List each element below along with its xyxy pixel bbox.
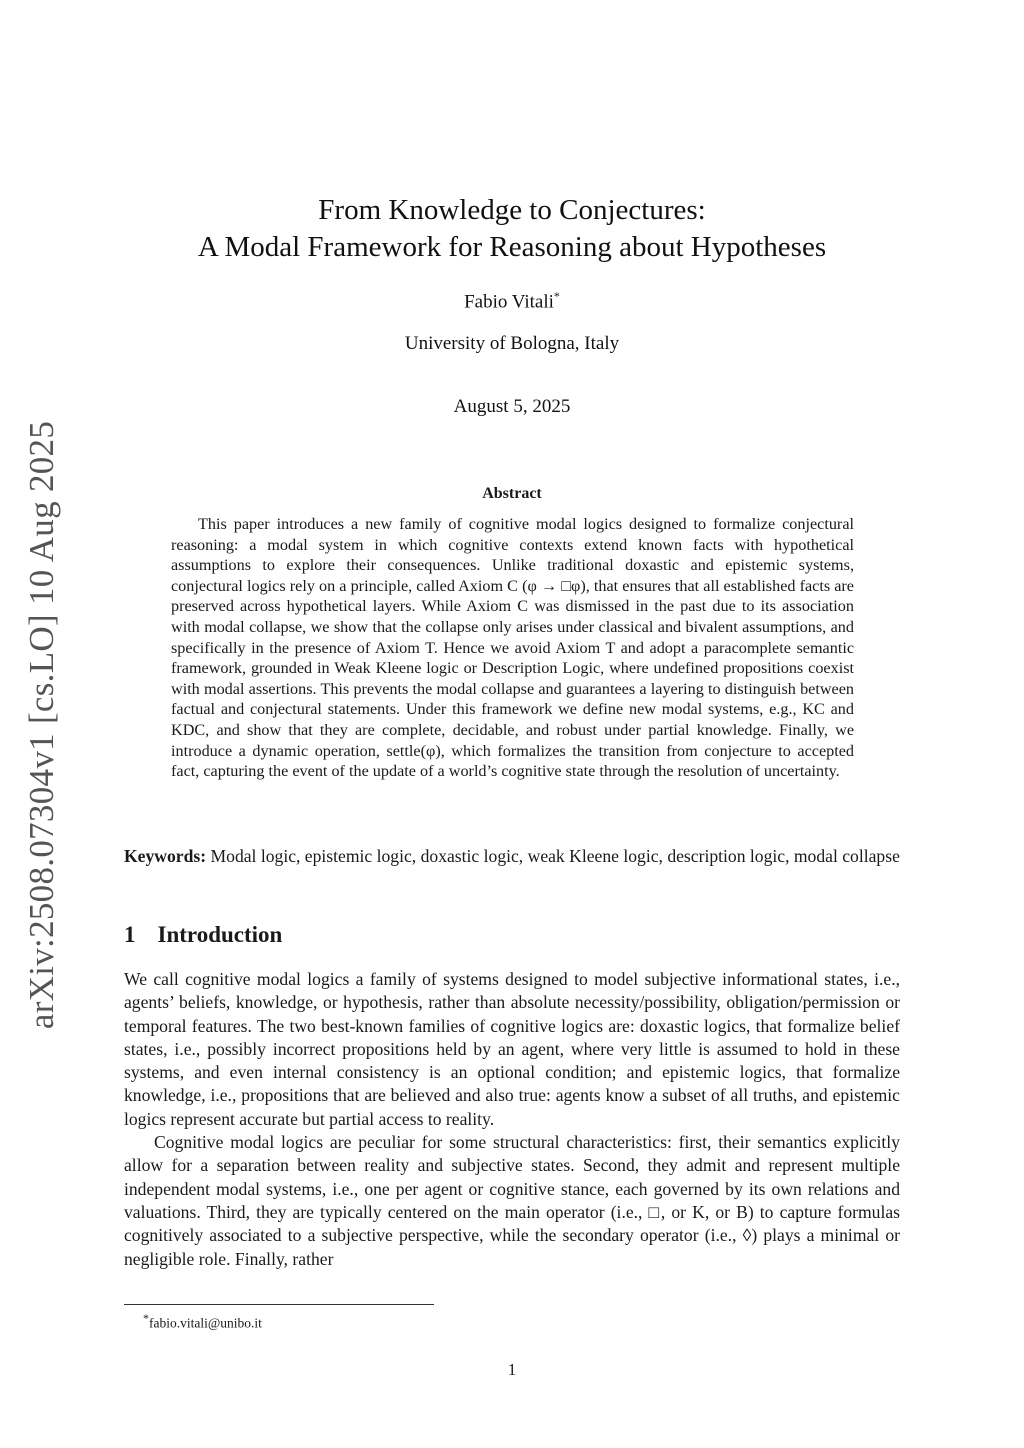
footnote-mark: * bbox=[143, 1311, 149, 1325]
arxiv-identifier: arXiv:2508.07304v1 [cs.LO] 10 Aug 2025 bbox=[22, 420, 61, 1030]
author-footnote-mark: * bbox=[553, 289, 560, 303]
footnote-email: fabio.vitali@unibo.it bbox=[149, 1315, 262, 1331]
section-number: 1 bbox=[124, 922, 136, 947]
abstract-text: This paper introduces a new family of cognitive modal logics designed to formalize conjectural reasoning: a modal system in which cognitive contexts extend known facts with hypothetical assumptions to explore their consequences. Unlike traditional doxastic and epistemic systems, conjectural logics rely on a principle, called Axiom C (φ → □φ), that ensures that all established facts are preserved across hypothetical layers. While Axiom C was dismissed in the past due to its association with modal collapse, we show that the collapse only arises under classical and bivalent assumptions, and specifically in the presence of Axiom T. Hence we avoid Axiom T and adopt a paracomplete semantic framework, grounded in Weak Kleene logic or Description Logic, where undefined propositions coexist with modal assertions. This prevents the modal collapse and guarantees a layering to distinguish between factual and conjectural statements. Under this framework we define new modal systems, e.g., KC and KDC, and show that they are complete, decidable, and robust under partial knowledge. Finally, we introduce a dynamic operation, settle(φ), which formalizes the transition from conjecture to accepted fact, capturing the event of the update of a world’s cognitive state through the resolution of uncertainty. bbox=[171, 515, 854, 781]
paragraph: We call cognitive modal logics a family of systems designed to model subjective informational states, i.e., agents’ beliefs, knowledge, or hypothesis, rather than absolute necessity/possibility, obligation/permission or temporal features. The two best-known families of cognitive logics are: doxastic logics, that formalize belief states, i.e., possibly incorrect propositions held by an agent, where very little is assumed to hold in these systems, and even internal consistency is an optional condition; and epistemic logics, that formalize knowledge, i.e., propositions that are believed and also true: agents know a subset of all truths, and epistemic logics represent accurate but partial access to reality. bbox=[124, 969, 900, 1129]
keywords-label: Keywords: bbox=[124, 846, 207, 866]
date: August 5, 2025 bbox=[453, 396, 571, 417]
page-number: 1 bbox=[507, 1360, 517, 1379]
author-name: Fabio Vitali bbox=[464, 291, 554, 313]
paper-title bbox=[0, 192, 1024, 266]
abstract-heading: Abstract bbox=[482, 485, 542, 502]
footnote-rule bbox=[124, 1304, 434, 1305]
body-text bbox=[124, 968, 900, 1271]
footnote bbox=[143, 1311, 262, 1332]
title-line-1: From Knowledge to Conjectures: bbox=[318, 194, 706, 226]
paragraph: Cognitive modal logics are peculiar for some structural characteristics: first, their semantics explicitly allow for a separation between reality and subjective states. Second, they admit and represent multiple independent modal systems, i.e., one per agent or cognitive stance, each governed by its own relations and valuations. Third, they are typically centered on the main operator (i.e., □, or K, or B) to capture formulas cognitively associated to a subjective perspective, while the secondary operator (i.e., ◊) plays a minimal or negligible role. Finally, rather bbox=[124, 1132, 900, 1269]
section-title: Introduction bbox=[157, 922, 283, 947]
affiliation: University of Bologna, Italy bbox=[404, 333, 620, 354]
title-line-2: A Modal Framework for Reasoning about Hypotheses bbox=[197, 231, 827, 263]
author bbox=[0, 289, 1024, 313]
keywords-list: Modal logic, epistemic logic, doxastic logic, weak Kleene logic, description logic, modal collapse bbox=[210, 846, 900, 866]
section-heading bbox=[124, 922, 282, 948]
keywords bbox=[124, 845, 900, 868]
